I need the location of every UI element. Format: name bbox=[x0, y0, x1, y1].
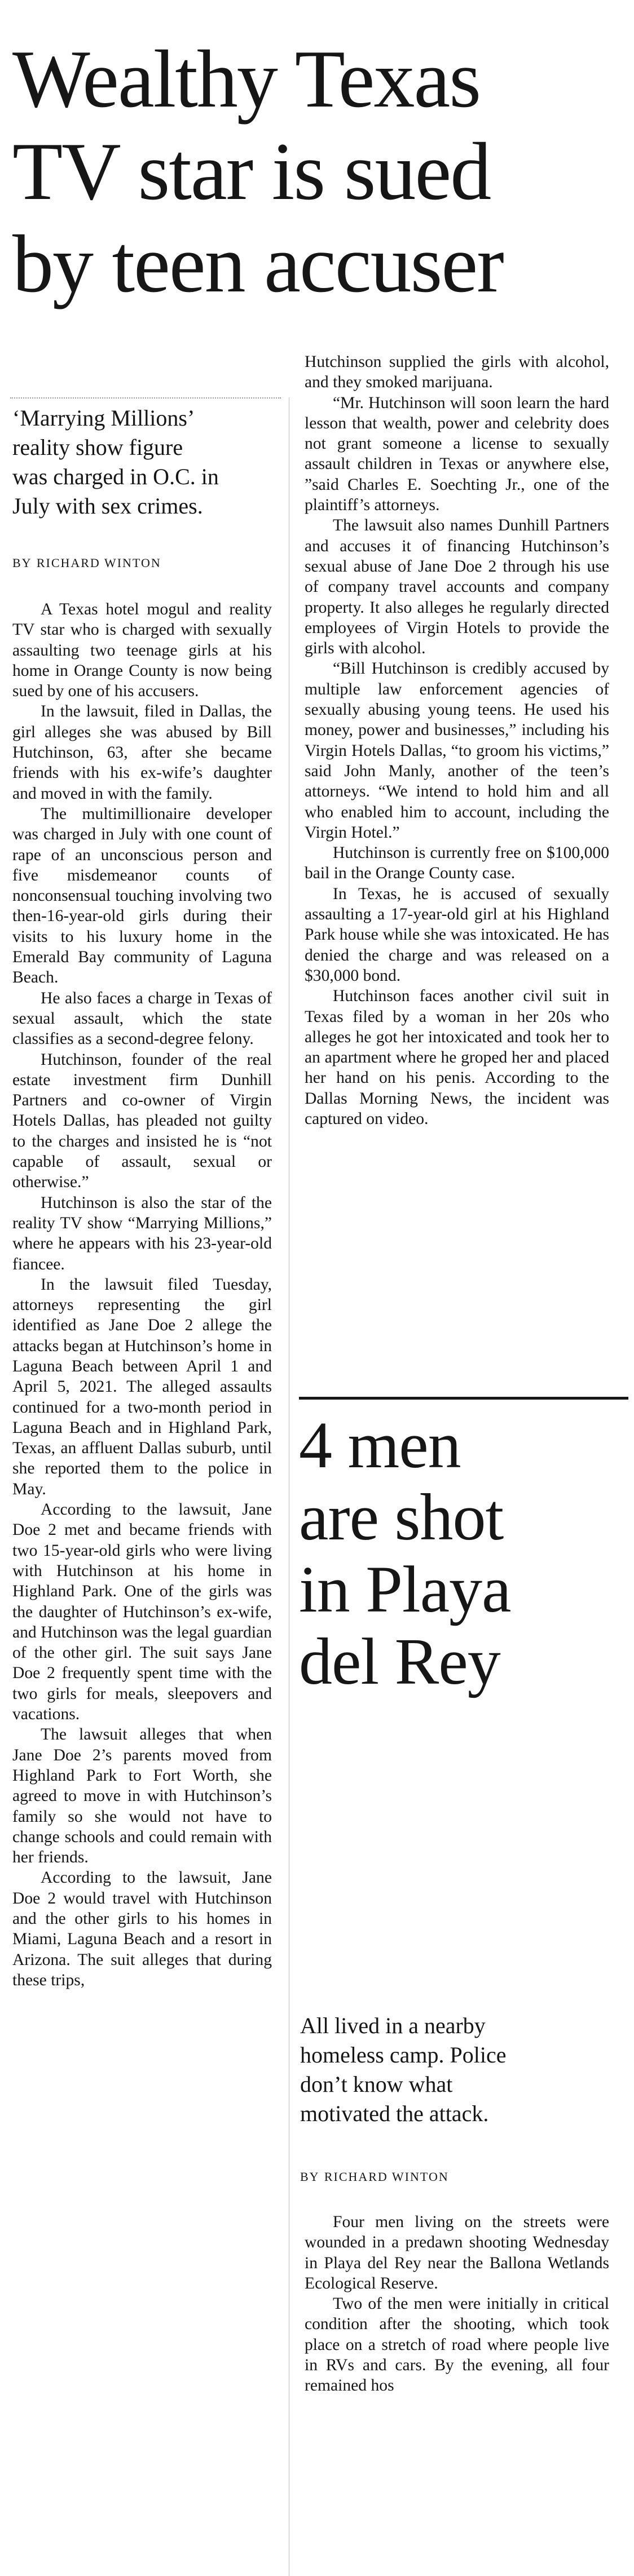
story2-headline-line: are shot bbox=[299, 1480, 504, 1554]
story2-top-rule bbox=[299, 1397, 628, 1400]
story2-deck bbox=[300, 2011, 616, 2128]
body-paragraph: Hutchinson, founder of the real estate investment firm Dunhill Partners and co-owner of Virgin Hotels Dallas, has pleaded not guilty to the charges and insisted he is “not capable of assault, sexual or otherwise.” bbox=[12, 1050, 272, 1192]
story1-byline bbox=[12, 555, 161, 571]
body-paragraph: The lawsuit also names Dunhill Partners and accuses it of financing Hutchinson’s sexual abuse of Jane Doe 2 through his use of company travel accounts and company property. It also alleges he regularly directed employees of Virgin Hotels to provide the girls with alcohol. bbox=[305, 516, 609, 658]
body-paragraph: Four men living on the streets were wounded in a predawn shooting Wednesday in Playa del Rey near the Ballona Wetlands Ecological Reserve. bbox=[305, 2213, 609, 2292]
story2-body bbox=[305, 2212, 609, 2396]
story1-headline-line: by teen accuser bbox=[12, 218, 503, 309]
story2-headline-line: del Rey bbox=[299, 1625, 500, 1698]
story1-body-right bbox=[305, 352, 609, 1129]
body-paragraph: Hutchinson faces another civil suit in Texas filed by a woman in her 20s who alleges he got her intoxicated and took her to an apartment where he groped her and placed her hand on his penis. According to the Dallas Morning News, the incident was captured on video. bbox=[305, 987, 609, 1128]
body-paragraph: Hutchinson supplied the girls with alcohol, and they smoked marijuana. bbox=[305, 353, 609, 392]
body-paragraph: According to the lawsuit, Jane Doe 2 would travel with Hutchinson and the other girls to his homes in Miami, Laguna Beach and a resort in Arizona. The suit alleges that during these trips, bbox=[12, 1869, 272, 1989]
byline-name: RICHARD WINTON bbox=[36, 556, 161, 570]
story2-deck-line: homeless camp. Police bbox=[300, 2042, 507, 2068]
story1-headline-line: TV star is sued bbox=[12, 126, 491, 217]
body-paragraph: According to the lawsuit, Jane Doe 2 met and became friends with two 15-year-old girls who were living with Hutchinson at his home in Highland Park. One of the girls was the daughter of Hutchinson’s ex-wife, and Hutchinson was the legal guardian of the other girl. The suit says Jane Doe 2 frequently spent time with the two girls for meals, sleepovers and vacations. bbox=[12, 1501, 272, 1724]
story2-headline bbox=[299, 1409, 626, 1698]
story1-deck-line: reality show figure bbox=[12, 435, 183, 460]
byline-name: RICHARD WINTON bbox=[324, 2170, 449, 2184]
body-paragraph: He also faces a charge in Texas of sexual assault, which the state classifies as a second-degree felony. bbox=[12, 989, 272, 1048]
body-paragraph: “Mr. Hutchinson will soon learn the hard lesson that wealth, power and celebrity does not grant someone a license to sexually assault children in Texas or anywhere else, ”said Charles E. Soechting Jr., one of the plaintiff’s attorneys. bbox=[305, 393, 609, 515]
body-paragraph: Two of the men were initially in critical condition after the shooting, which took place on a stretch of road where people live in RVs and cars. By the evening, all four remained hos bbox=[305, 2295, 609, 2395]
body-paragraph: The lawsuit alleges that when Jane Doe 2’s parents moved from Highland Park to Fort Worth, she agreed to move in with Hutchinson’s family so she would not have to change schools and could remain with her friends. bbox=[12, 1725, 272, 1867]
story2-headline-line: in Playa bbox=[299, 1552, 511, 1626]
body-paragraph: The multimillionaire developer was charged in July with one count of rape of an unconscious person and five misdemeanor counts of nonconsensual touching involving two then-16-year-old girls during their visits to his luxury home in the Emerald Bay community of Laguna Beach. bbox=[12, 804, 272, 987]
story1-headline bbox=[12, 33, 627, 310]
byline-prefix: BY bbox=[300, 2170, 320, 2184]
body-paragraph: A Texas hotel mogul and reality TV star who is charged with sexually assaulting two teenage girls at his home in Orange County is now being sued by one of his accusers. bbox=[12, 600, 272, 701]
story2-headline-line: 4 men bbox=[299, 1408, 461, 1482]
body-paragraph: In the lawsuit filed Tuesday, attorneys representing the girl identified as Jane Doe 2 allege the attacks began at Hutchinson’s home in Laguna Beach between April 1 and April 5, 2021. The alleged assaults continued for a two-month period in Laguna Beach and in Highland Park, Texas, an affluent Dallas suburb, until she reported them to the police in May. bbox=[12, 1275, 272, 1498]
story1-deck-line: was charged in O.C. in bbox=[12, 464, 219, 489]
story1-deck bbox=[12, 404, 283, 521]
story2-byline bbox=[300, 2169, 449, 2185]
story1-deck-line: ‘Marrying Millions’ bbox=[12, 405, 195, 431]
body-paragraph: “Bill Hutchinson is credibly accused by multiple law enforcement agencies of sexually abusing young teens. He used his money, power and businesses,” including his Virgin Hotels Dallas, “to groom his victims,” said John Manly, another of the teen’s attorneys. “We intend to hold him and all who enabled him to account, including the Virgin Hotel.” bbox=[305, 660, 609, 842]
story2-deck-line: motivated the attack. bbox=[300, 2101, 489, 2126]
body-paragraph: In Texas, he is accused of sexually assaulting a 17-year-old girl at his Highland Park house while she was intoxicated. He has denied the charge and was released on a $30,000 bond. bbox=[305, 884, 609, 985]
story2-deck-line: All lived in a nearby bbox=[300, 2013, 486, 2038]
story1-headline-line: Wealthy Texas bbox=[12, 33, 481, 125]
story1-deck-line: July with sex crimes. bbox=[12, 493, 203, 519]
body-paragraph: Hutchinson is currently free on $100,000 bail in the Orange County case. bbox=[305, 844, 609, 883]
body-paragraph: In the lawsuit, filed in Dallas, the girl alleges she was abused by Bill Hutchinson, 63, after she became friends with his ex-wife’s daughter and moved in with the family. bbox=[12, 702, 272, 803]
body-paragraph: Hutchinson is also the star of the reality TV show “Marrying Millions,” where he appears with his 23-year-old fiancee. bbox=[12, 1193, 272, 1273]
story2-deck-line: don’t know what bbox=[300, 2072, 453, 2097]
story1-body-left bbox=[12, 599, 272, 1990]
deck-top-rule bbox=[10, 397, 281, 399]
byline-prefix: BY bbox=[12, 556, 32, 570]
